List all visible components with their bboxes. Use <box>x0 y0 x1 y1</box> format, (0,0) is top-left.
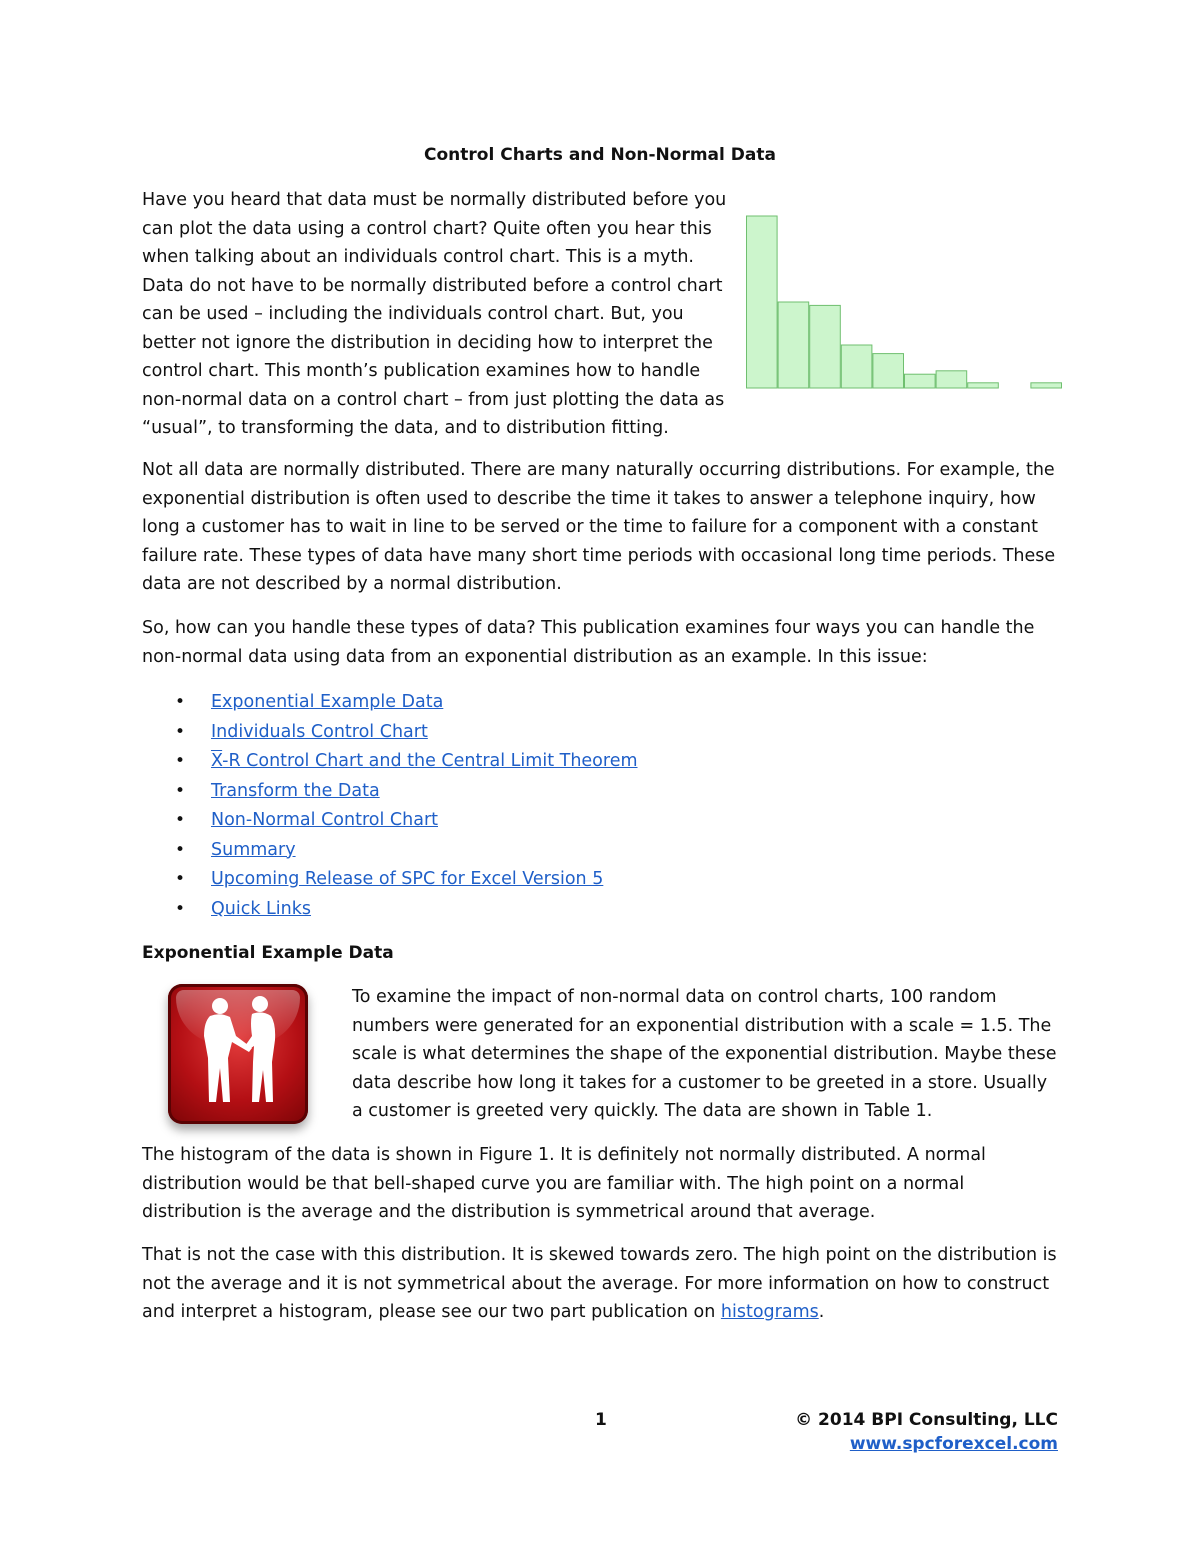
bullet-icon: • <box>175 780 186 801</box>
toc-item <box>142 895 638 925</box>
toc-item <box>142 688 638 718</box>
histogram-bar <box>810 305 841 388</box>
bullet-icon: • <box>175 839 186 860</box>
toc-item <box>142 777 638 807</box>
bullet-icon: • <box>175 721 186 742</box>
skew-text-end: . <box>818 1302 825 1322</box>
histogram-bar <box>873 354 904 388</box>
toc-link-label: -R Control Chart and the Central Limit Theorem <box>222 751 638 771</box>
histogram-thumbnail <box>746 212 1062 390</box>
distribution-paragraph: Not all data are normally distributed. There are many naturally occurring distributions. For example, the exponential distribution is often used to describe the time it takes to answer a telephone inquiry, how long a customer has to wait in line to be served or the time to failure for a component with a constant failure rate. These types of data have many short time periods with occasional long time periods. These data are not described by a normal distribution. <box>142 460 1056 594</box>
toc-link-individuals-control-chart[interactable]: Individuals Control Chart <box>211 721 428 742</box>
toc-link-upcoming-release[interactable]: Upcoming Release of SPC for Excel Version 5 <box>211 869 604 889</box>
histogram-bar <box>778 302 809 388</box>
toc-link-xbar-r-control-chart[interactable] <box>211 751 638 771</box>
toc-link-summary[interactable]: Summary <box>211 839 296 860</box>
bullet-icon: • <box>175 810 186 830</box>
copyright-notice: © 2014 BPI Consulting, LLC <box>795 1410 1058 1430</box>
skew-text: That is not the case with this distribution. It is skewed towards zero. The high point on the distribution is not the average and it is not symmetrical about the average. For more information on how to construct and interpret a histogram, please see our two part publication on <box>142 1245 1057 1322</box>
business-handshake-icon <box>168 984 308 1124</box>
table-of-contents <box>142 688 638 924</box>
bullet-icon: • <box>175 869 186 889</box>
histogram-bar <box>905 374 936 388</box>
document-title: Control Charts and Non-Normal Data <box>424 145 776 165</box>
bullet-icon: • <box>175 751 186 771</box>
toc-item <box>142 865 638 895</box>
toc-link-quick-links[interactable]: Quick Links <box>211 898 312 919</box>
example-data-paragraph: To examine the impact of non-normal data on control charts, 100 random numbers were generated for an exponential distribution with a scale = 1.5. The scale is what determines the shape of the exponential distribution. Maybe these data describe how long it takes for a customer to be greeted in a store. Usually a customer is greeted very quickly. The data are shown in Table 1. <box>352 987 1057 1121</box>
xbar-symbol: X <box>211 751 223 771</box>
toc-link-transform-the-data[interactable]: Transform the Data <box>211 780 380 801</box>
histogram-bar <box>841 345 872 388</box>
histograms-link[interactable]: histograms <box>720 1302 819 1322</box>
toc-item <box>142 836 638 866</box>
toc-link-non-normal-control-chart[interactable]: Non-Normal Control Chart <box>211 810 438 830</box>
toc-item <box>142 747 638 777</box>
toc-link-exponential-example-data[interactable]: Exponential Example Data <box>211 692 444 712</box>
histogram-paragraph: The histogram of the data is shown in Figure 1. It is definitely not normally distributed. A normal distribution would be that bell-shaped curve you are familiar with. The high point on a normal distribution is the average and the distribution is symmetrical around that average. <box>142 1145 986 1222</box>
histogram-bar <box>968 383 999 388</box>
page-number: 1 <box>595 1410 607 1430</box>
toc-item <box>142 718 638 748</box>
bullet-icon: • <box>175 898 186 919</box>
skew-paragraph <box>142 1241 1057 1327</box>
section-heading: Exponential Example Data <box>142 943 394 963</box>
website-link[interactable]: www.spcforexcel.com <box>849 1434 1058 1454</box>
toc-item <box>142 806 638 836</box>
handling-paragraph: So, how can you handle these types of data? This publication examines four ways you can handle the non-normal data using data from an exponential distribution as an example. In this issue: <box>142 618 1035 667</box>
intro-paragraph: Have you heard that data must be normally distributed before you can plot the data using a control chart? Quite often you hear this when talking about an individuals control chart. This is a myth. Data do not have to be normally distributed before a control chart can be used – including the individuals control chart. But, you better not ignore the distribution in deciding how to interpret the control chart. This month’s publication examines how to handle non-normal data on a control chart – from just plotting the data as “usual”, to transforming the data, and to distribution fitting. <box>142 190 727 438</box>
histogram-bar <box>747 216 778 388</box>
bullet-icon: • <box>175 692 186 712</box>
histogram-bar <box>936 371 967 388</box>
histogram-bar <box>1031 383 1062 388</box>
